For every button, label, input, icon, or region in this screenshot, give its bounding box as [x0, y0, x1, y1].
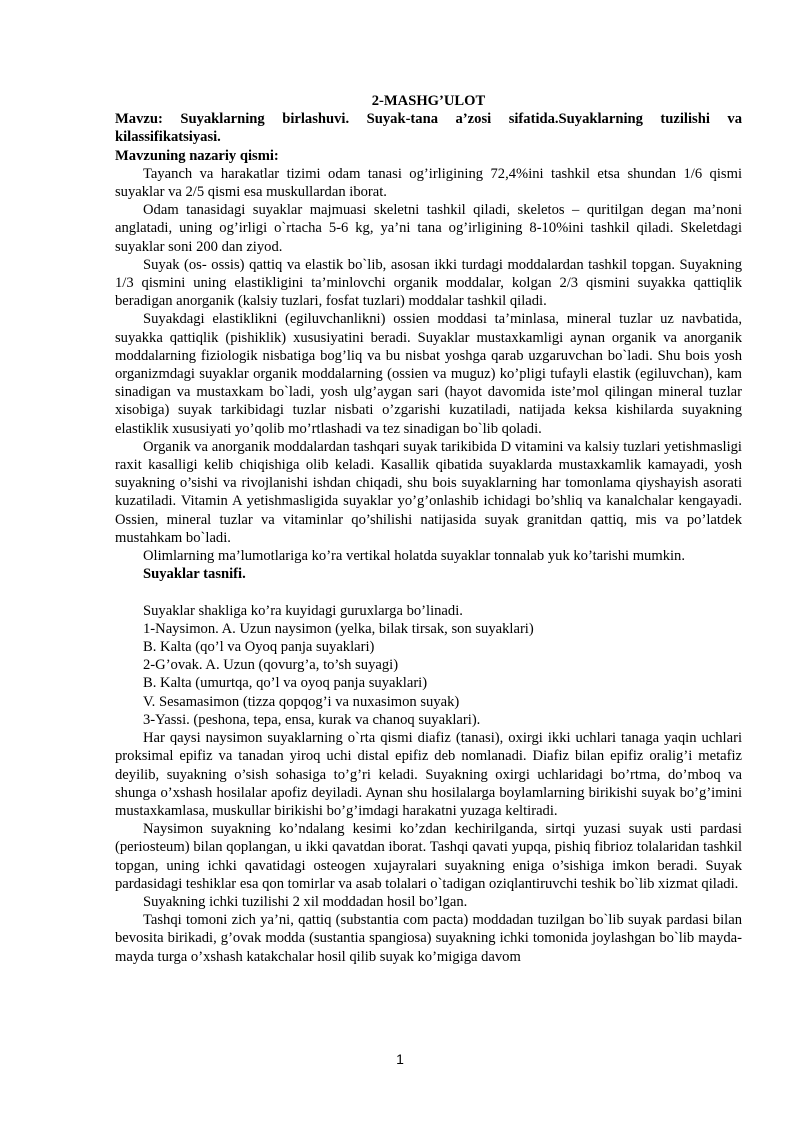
- intro-paragraph: Organik va anorganik moddalardan tashqari suyak tarikibida D vitamini va kalsiy tuzlari yetishmasligi raxit kasalligi kelib chiqishiga olib keladi. Kasallik qibatida suyaklarda mustaxkamlik kamayadi, yosh suyakning o’sishi va rivojlanishi ishdan chiqadi, shu bois suyaklarning har tomonlama qiyshayish asorati kuzatiladi. Vitamin A yetishmasligida suyaklar yo’g’onlashib ichidagi bo’shliq va kanalchalar kengayadi. Ossien, mineral tuzlar va vitaminlar qo’shilishi natijasida suyak granitdan qattiq, mis va po’latdek mustahkam bo`ladi.: [115, 438, 742, 546]
- intro-paragraph: Tayanch va harakatlar tizimi odam tanasi og’irligining 72,4%ini tashkil etsa shundan 1/6 qismi suyaklar va 2/5 qismi esa muskullardan iborat.: [115, 165, 742, 201]
- structure-paragraph: Har qaysi naysimon suyaklarning o`rta qismi diafiz (tanasi), oxirgi ikki uchlari tanaga yaqin uchlari proksimal epifiz va tanadan yiroq uchi distal epifiz deb nomlanadi. Diafiz bilan epifiz oralig’i metafiz deyilib, suyakning o’sish sohasiga to’g’ri keladi. Suyakning oxirgi uchlaridagi bo’rtma, do’mboq va shunga o’xshash hosilalar apofiz deyiladi. Aynan shu hosilalarga boylamlarning birikishi suyak bo’g’imini mustaxkamlasa, muskullar birikishi bo’g’imdagi harakatni yuzaga keltiradi.: [115, 730, 742, 819]
- classification-item: 3-Yassi. (peshona, tepa, ensa, kurak va chanoq suyaklari).: [143, 711, 481, 728]
- lesson-title: 2-MASHG’ULOT: [371, 93, 486, 109]
- classification-item: B. Kalta (qo’l va Oyoq panja suyaklari): [143, 639, 375, 656]
- structure-paragraph: Tashqi tomoni zich ya’ni, qattiq (substantia com pacta) moddadan tuzilgan bo`lib suyak pardasi bilan bevosita birikadi, g’ovak modda (sustantia spangiosa) suyakning ichki tomonida joylashgan bo`lib mayda-mayda turga o’xshash katakchalar hosil qilib suyak ko’migiga davom: [115, 912, 742, 965]
- structure-paragraph: Naysimon suyakning ko’ndalang kesimi ko’zdan kechirilganda, sirtqi yuzasi suyak usti pardasi (periosteum) bilan qoplangan, u ikki qavatdan iborat. Tashqi qavati yupqa, pishiq fibrioz tolalaridan tashkil topgan, uning ichki qavatidagi osteogen xujayralari suyakning eniga o’sishiga imkon beradi. Suyak pardasidagi teshiklar esa qon tomirlar va asab tolalari o`tadigan oziqlantiruvchi teshik bo`lib xizmat qiladi.: [115, 821, 742, 892]
- intro-paragraph: Suyakdagi elastiklikni (egiluvchanlikni) ossien moddasi ta’minlasa, mineral tuzlar uz navbatida, suyakka qattiqlik (pishiklik) xususiyatini beradi. Suyaklar mustaxkamligi aynan organik va anorganik moddalarning fiziologik nisbatiga bog’liq va bu nisbat yoshga qarab uzgaruvchan bo`ladi. Shu bois yosh organizmdagi suyaklar organik moddalarning (ossien va muguz) ko’pligi tufayli elastik (egiluvchan), kam sinadigan va mustaxkam bo`ladi, yosh ulg’aygan sari (hayot davomida iste’mol qilingan mineral tuzlar xisobiga) suyak tarkibidagi tuzlar nisbati o’zgarishi kuzatiladi, natijada keksa kishilarda suyakning elastiklik xususiyati yo’qolib mo’rtlashadi va tez sinadigan bo`lib qoladi.: [115, 311, 742, 437]
- classification-intro: Suyaklar shakliga ko’ra kuyidagi guruxlarga bo’linadi.: [143, 602, 463, 619]
- intro-paragraph: Odam tanasidagi suyaklar majmuasi skeletni tashkil qiladi, skeletos – quritilgan degan ma’noni anglatadi, uning og’irligi o`rtacha 5-6 kg, ya’ni tana og’irligining 8-10%ini tashkil qiladi. Skeletdagi suyaklar soni 200 dan ziyod.: [115, 202, 742, 255]
- intro-paragraph: Suyak (os- ossis) qattiq va elastik bo`lib, asosan ikki turdagi moddalardan tashkil topgan. Suyakning 1/3 qismini uning elastikligini ta’minlovchi organik moddalar, kolgan 2/3 qismini suyakka qattiqlik beradigan anorganik (kalsiy tuzlari, fosfat tuzlari) moddalar tashkil qiladi.: [115, 256, 742, 310]
- intro-paragraph: Olimlarning ma’lumotlariga ko’ra vertikal holatda suyaklar tonnalab yuk ko’tarishi mumkin.: [143, 548, 685, 565]
- classification-item: 2-G’ovak. A. Uzun (qovurg’a, to’sh suyagi): [143, 657, 399, 674]
- theory-heading: Mavzuning nazariy qismi:: [115, 147, 279, 164]
- structure-paragraph: Suyakning ichki tuzilishi 2 xil moddadan hosil bo’lgan.: [143, 893, 468, 910]
- topic-line: Mavzu: Suyaklarning birlashuvi. Suyak-tana a’zosi sifatida.Suyaklarning tuzilishi va kilassifikatsiyasi.: [115, 111, 742, 146]
- classification-item: 1-Naysimon. A. Uzun naysimon (yelka, bilak tirsak, son suyaklari): [143, 620, 534, 637]
- classification-item: V. Sesamasimon (tizza qopqog’i va nuxasimon suyak): [143, 693, 460, 710]
- classification-item: B. Kalta (umurtqa, qo’l va oyoq panja suyaklari): [143, 675, 428, 692]
- document-page: [115, 92, 742, 966]
- blank-line: [115, 583, 742, 601]
- classification-heading: Suyaklar tasnifi.: [143, 566, 246, 583]
- page-number: 1: [396, 1051, 404, 1067]
